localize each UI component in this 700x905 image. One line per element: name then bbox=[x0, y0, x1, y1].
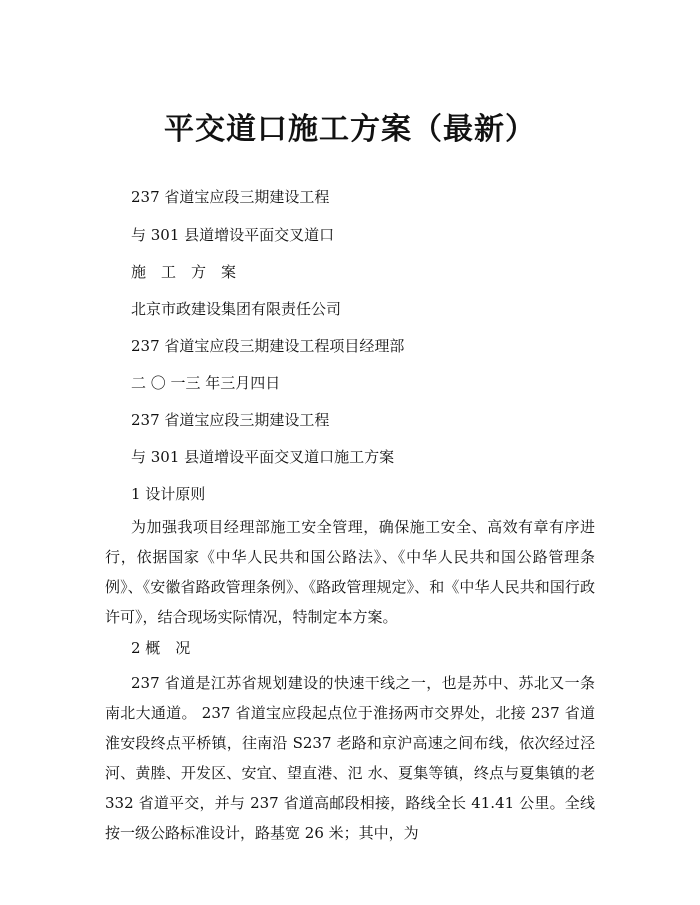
cover-line-crossing: 与 301 县道增设平面交叉道口 bbox=[131, 226, 335, 244]
cover-line-plan: 施 工 方 案 bbox=[131, 263, 237, 281]
document-title: 平交道口施工方案（最新） bbox=[164, 112, 536, 147]
subtitle-project: 237 省道宝应段三期建设工程 bbox=[131, 411, 330, 429]
section-1-heading: 1 设计原则 bbox=[131, 485, 206, 503]
subtitle-plan: 与 301 县道增设平面交叉道口施工方案 bbox=[131, 448, 395, 466]
section-2-heading: 2 概 况 bbox=[131, 639, 191, 657]
cover-line-company: 北京市政建设集团有限责任公司 bbox=[131, 300, 342, 318]
cover-line-date: 二 〇 一三 年三月四日 bbox=[131, 374, 281, 392]
cover-line-project: 237 省道宝应段三期建设工程 bbox=[131, 188, 330, 206]
section-2-body: 237 省道是江苏省规划建设的快速干线之一，也是苏中、苏北又一条南北大通道。 237 省道宝应段起点位于淮扬两市交界处，北接 237 省道淮安段终点平桥镇，往南沿 S237 老路和京沪高速之间布线，依次经过泾河、黄塍、开发区、安宜、望直港、氾 水、夏集等镇，终点与夏集镇的老 332 省道平交，并与 237 省道高邮段相接，路线全长 41.41 公里。全线按一级公路标准设计，路基宽 26 米；其中，为 bbox=[105, 674, 595, 842]
cover-line-department: 237 省道宝应段三期建设工程项目经理部 bbox=[131, 337, 405, 355]
section-1-body: 为加强我项目经理部施工安全管理，确保施工安全、高效有章有序进行，依据国家《中华人民共和国公路法》、《中华人民共和国公路管理条例》、《安徽省路政管理条例》、《路政管理规定》、和《中华人民共和国行政许可》，结合现场实际情况，特制定本方案。 bbox=[105, 518, 595, 626]
